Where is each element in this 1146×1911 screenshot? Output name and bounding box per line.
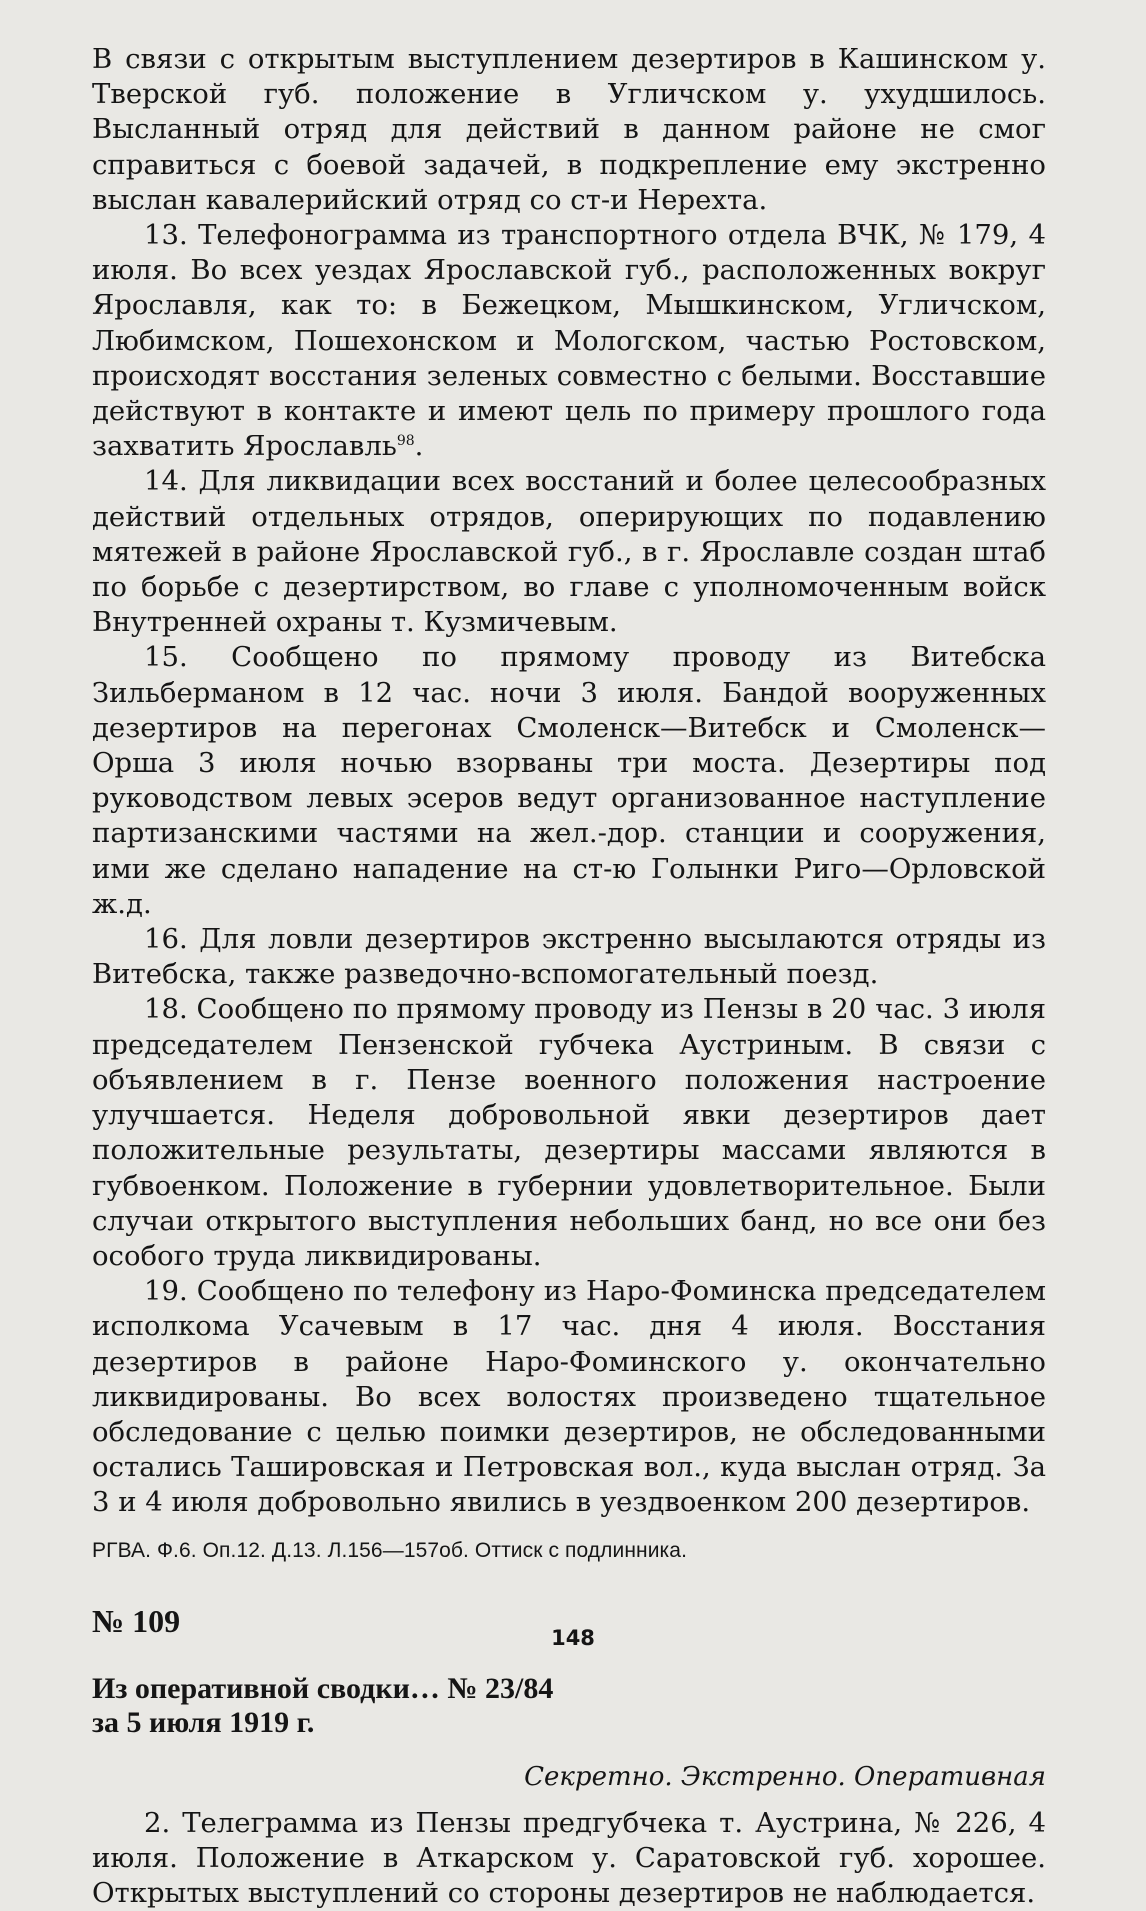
paragraph-intro: В связи с открытым выступлением дезертиров в Кашинском у. Тверской губ. положение в Угличском у. ухудшилось. Высланный отряд для действий в данном районе не смог справиться с боевой задачей, в подкрепление ему экстренно выслан кавалерийский отряд со ст-и Нерехта. [92,43,1046,216]
document-title-line2: за 5 июля 1919 г. [92,1705,315,1739]
paragraph-14: 14. Для ликвидации всех восстаний и более целесообразных действий отдельных отрядов, оперирующих по подавлению мятежей в районе Ярославской губ., в г. Ярославле создан штаб по борьбе с дезертирством, во главе с уполномоченным войск Внутренней охраны т. Кузмичевым. [92,465,1046,639]
classification-note: Секретно. Экстренно. Оперативная [524,1761,1046,1792]
document-title [92,1672,1046,1740]
paragraph-13 [92,218,1046,464]
footnote-ref: 98 [396,433,415,450]
document-body: 2. Телеграмма из Пензы предгубчека т. Аустрина, № 226, 4 июля. Положение в Аткарском у. Саратовской губ. хорошее. Открытых выступлений со стороны дезертиров не наблюдается. [92,1806,1046,1909]
paragraph-16: 16. Для ловли дезертиров экстренно высылаются отряды из Витебска, также разведочно-вспомогательный поезд. [92,923,1046,991]
paragraph-15: 15. Сообщено по прямому проводу из Витебска Зильберманом в 12 час. ночи 3 июля. Бандой вооруженных дезертиров на перегонах Смоленск—Витебск и Смоленск—Орша 3 июля ночью взорваны три моста. Дезертиры под руководством левых эсеров ведут организованное наступление партизанскими частями на жел.-дор. станции и сооружения, ими же сделано нападение на ст-ю Голынки Риго—Орловской ж.д. [92,641,1046,920]
archive-source: РГВА. Ф.6. Оп.12. Д.13. Л.156—157об. Оттиск с подлинника. [92,1538,688,1562]
document-title-line1: Из оперативной сводки… № 23/84 [92,1671,554,1705]
page-number: 148 [551,1626,595,1650]
document-number: № 109 [92,1602,181,1639]
paragraph-13-end: . [414,430,424,463]
paragraph-18: 18. Сообщено по прямому проводу из Пензы в 20 час. 3 июля председателем Пензенской губчека Аустриным. В связи с объявлением в г. Пензе военного положения настроение улучшается. Неделя добровольной явки дезертиров дает положительные результаты, дезертиры массами являются в губвоенком. Положение в губернии удовлетворительное. Были случаи открытого выступления небольших банд, но все они без особого труда ликвидированы. [92,993,1046,1272]
paragraph-19: 19. Сообщено по телефону из Наро-Фоминска председателем исполкома Усачевым в 17 час. дня 4 июля. Восстания дезертиров в районе Наро-Фоминского у. окончательно ликвидированы. Во всех волостях произведено тщательное обследование с целью поимки дезертиров, не обследованными остались Ташировская и Петровская вол., куда выслан отряд. За 3 и 4 июля добровольно явились в уездвоенком 200 дезертиров. [92,1275,1046,1519]
paragraph-13-text: 13. Телефонограмма из транспортного отдела ВЧК, № 179, 4 июля. Во всех уездах Ярославской губ., расположенных вокруг Ярославля, как то: в Бежецком, Мышкинском, Угличском, Любимском, Пошехонском и Мологском, частью Ростовском, происходят восстания зеленых совместно с белыми. Восставшие действуют в контакте и имеют цель по примеру прошлого года захватить Ярославль [92,219,1046,463]
